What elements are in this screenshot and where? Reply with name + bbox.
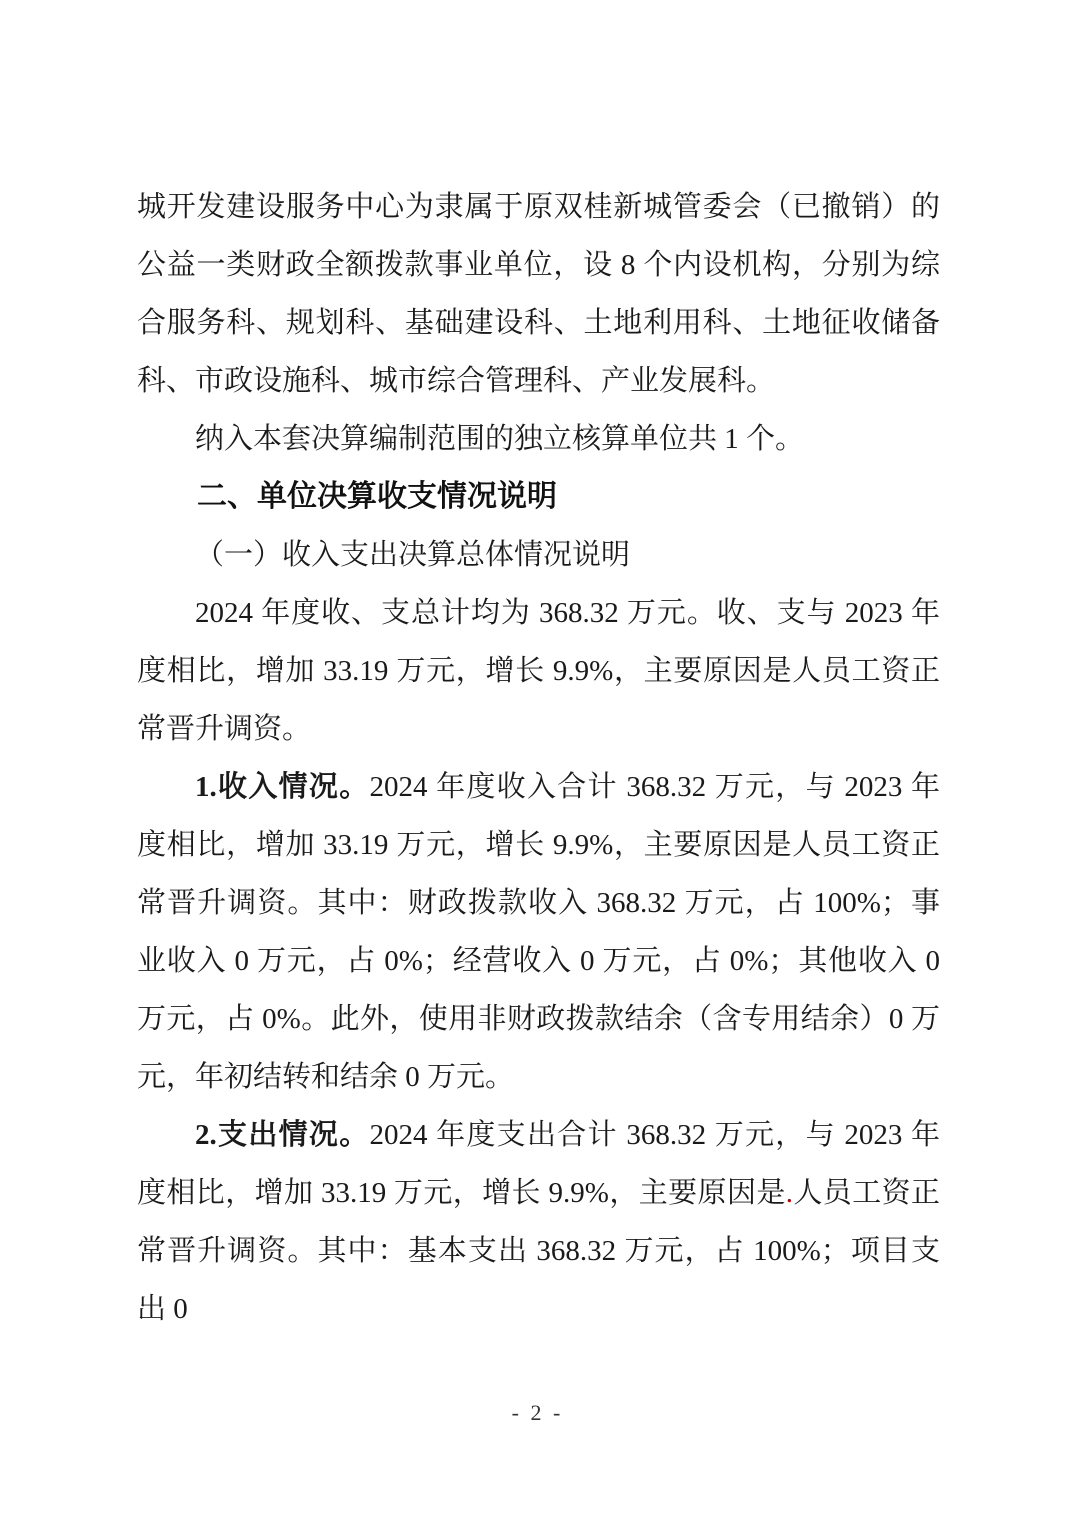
paragraph-income <box>137 758 940 1106</box>
page-content <box>137 178 940 1338</box>
page-number: - 2 - <box>511 1400 564 1425</box>
expenditure-body-after-mark: 人员工资正常晋升调资。其中：基本支出 368.32 万元，占 100%；项目支出 0 <box>137 1177 940 1325</box>
paragraph-overview: 2024 年度收、支总计均为 368.32 万元。收、支与 2023 年度相比，增加 33.19 万元，增长 9.9%，主要原因是人员工资正常晋升调资。 <box>137 597 940 745</box>
subsection-heading-2-1: （一）收入支出决算总体情况说明 <box>195 539 631 571</box>
income-lead-label: 1.收入情况。 <box>195 771 370 803</box>
page-footer <box>0 1400 1075 1426</box>
paragraph-unit-count: 纳入本套决算编制范围的独立核算单位共 1 个。 <box>195 423 805 455</box>
income-body-text: 2024 年度收入合计 368.32 万元，与 2023 年度相比，增加 33.19 万元，增长 9.9%，主要原因是人员工资正常晋升调资。其中：财政拨款收入 368.32 万元，占 100%；事业收入 0 万元，占 0%；经营收入 0 万元，占 0%；其他收入 0 万元，占 0%。此外，使用非财政拨款结余（含专用结余）0 万元，年初结转和结余 0 万元。 <box>137 771 940 1093</box>
paragraph-org-structure: 城开发建设服务中心为隶属于原双桂新城管委会（已撤销）的公益一类财政全额拨款事业单位，设 8 个内设机构，分别为综合服务科、规划科、基础建设科、土地利用科、土地征收储备科、市政设施科、城市综合管理科、产业发展科。 <box>137 191 940 397</box>
expenditure-lead-label: 2.支出情况。 <box>195 1119 370 1151</box>
red-revision-mark: . <box>785 1177 793 1209</box>
paragraph-expenditure <box>137 1106 940 1338</box>
section-heading-2: 二、单位决算收支情况说明 <box>197 480 557 513</box>
expenditure-body-before-mark: 2024 年度支出合计 368.32 万元，与 2023 年度相比，增加 33.19 万元，增长 9.9%，主要原因是 <box>137 1119 940 1209</box>
